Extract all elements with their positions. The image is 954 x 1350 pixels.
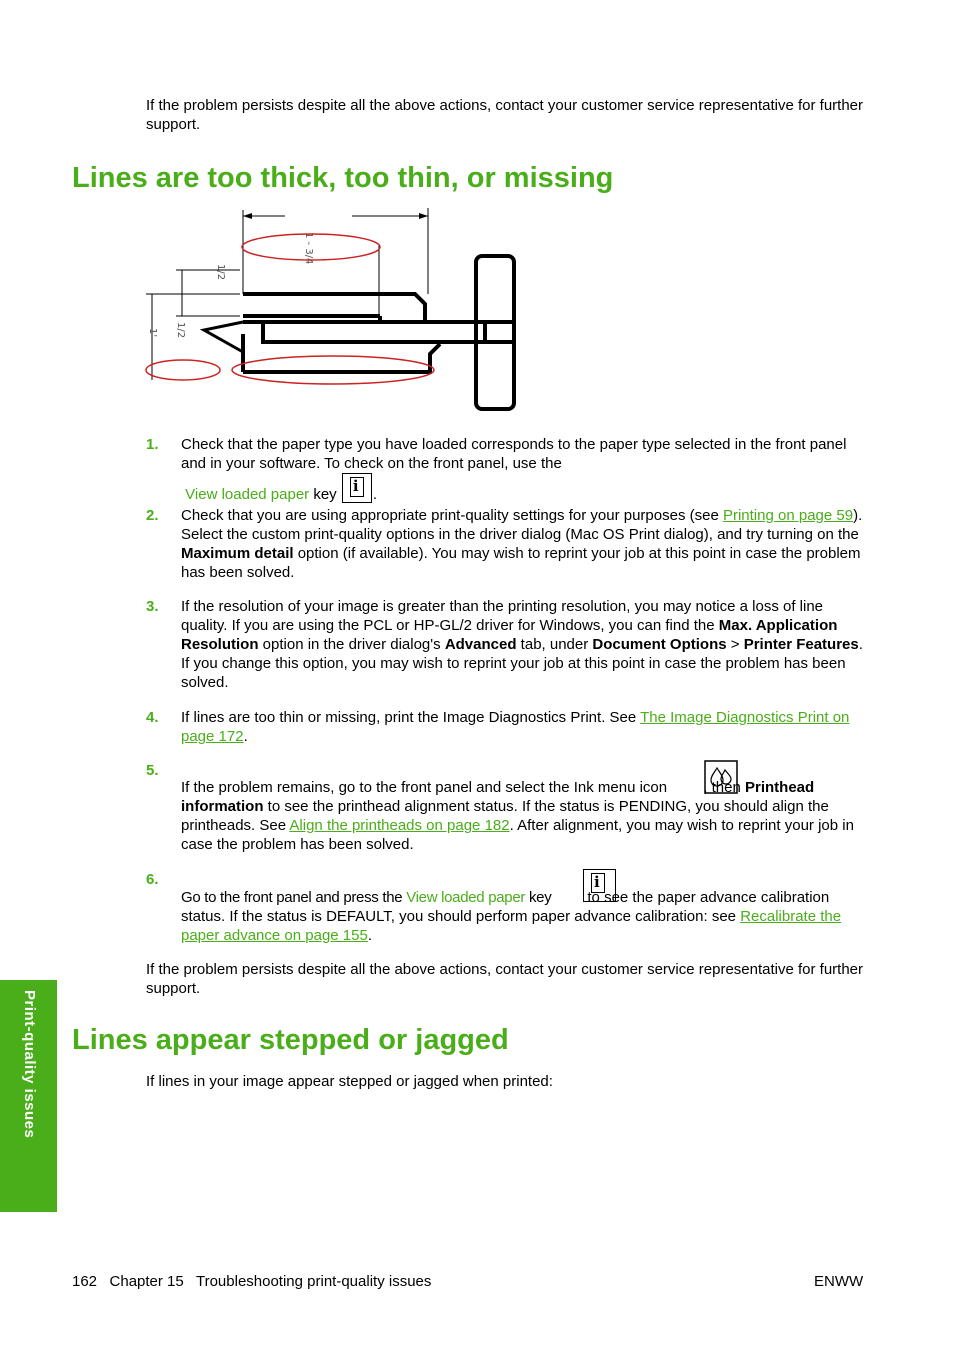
list-item (181, 888, 871, 945)
list-number: 2. (146, 507, 159, 524)
text: Check that you are using appropriate print-quality settings for your purposes (see (181, 507, 723, 524)
bold-text: Max. Application Resolution (181, 617, 838, 653)
text: option (if available). You may wish to reprint your job at this point in case the problem has been solved. (181, 545, 861, 581)
footer-enww: ENWW (814, 1273, 864, 1290)
text: key (309, 486, 341, 503)
text: If the resolution of your image is greater than the printing resolution, you may notice a loss of line quality. If you are using the PCL or HP-GL/2 driver for Windows, you can find the (181, 598, 824, 634)
text: Check that the paper type you have loaded corresponds to the paper type selected in the front panel and in your software. To check on the front panel, use the (181, 436, 847, 472)
printing-page-link[interactable]: Printing on page 59 (722, 507, 854, 524)
text: to see the paper advance calibration status. If the status is DEFAULT, you should perform paper advance calibration: see (181, 889, 830, 925)
text: > (726, 636, 744, 653)
list-item (181, 708, 871, 746)
bold-text: Advanced (444, 636, 517, 653)
lines-diagram-figure (140, 204, 530, 414)
outro-paragraph: If the problem persists despite all the above actions, contact your customer service representative for further support. (146, 961, 864, 997)
list-number: 4. (146, 709, 159, 726)
list-number: 3. (146, 598, 159, 615)
align-printheads-link[interactable]: Align the printheads on page 182 (289, 817, 510, 834)
text: . (243, 728, 248, 745)
image-diagnostics-link[interactable]: The Image Diagnostics Print on page 172 (181, 709, 850, 745)
list-number: 1. (146, 436, 159, 453)
section-title-lines-thickness: Lines are too thick, too thin, or missing (72, 162, 614, 194)
text: key (525, 889, 552, 906)
list-item (181, 435, 871, 504)
list-item (181, 778, 871, 854)
side-tab (0, 980, 57, 1212)
text: . (367, 927, 372, 944)
text: . After alignment, you may wish to reprint your job in case the problem has been solved. (181, 817, 854, 853)
list-number: 5. (146, 762, 159, 779)
circle-left-bottom (146, 360, 220, 380)
view-loaded-paper-link[interactable]: View loaded paper (406, 889, 526, 906)
list-number: 6. (146, 871, 159, 888)
view-loaded-paper-link[interactable]: View loaded paper (185, 486, 310, 503)
text: to see the printhead alignment status. If the status is PENDING, you should align the printheads. See (181, 798, 829, 834)
view-loaded-paper-key-icon (342, 473, 372, 503)
list-item (181, 597, 871, 692)
list-item (181, 506, 871, 582)
section2-intro: If lines in your image appear stepped or jagged when printed: (146, 1073, 553, 1090)
text: , then (703, 779, 745, 796)
label-half-top: 1/2 (215, 264, 226, 281)
footer-chapter: 162 Chapter 15 Troubleshooting print-quality issues (72, 1273, 432, 1290)
bold-text: Document Options (592, 636, 727, 653)
side-tab-label: Print-quality issues (21, 990, 38, 1139)
text: Go to the front panel and press the (181, 889, 407, 906)
text: . If you change this option, you may wish to reprint your job at this point in case the problem has been solved. (181, 636, 863, 691)
bold-text: Printer Features (743, 636, 859, 653)
text: If the problem remains, go to the front panel and select the Ink menu icon (181, 779, 672, 796)
text: ). Select the custom print-quality options in the driver dialog (Mac OS Print dialog), and try turning on the (181, 507, 863, 543)
label-three-quarter: 1 - 3/4 (303, 232, 314, 265)
text: If lines are too thin or missing, print the Image Diagnostics Print. See (181, 709, 641, 726)
section-title-stepped-lines: Lines appear stepped or jagged (72, 1024, 509, 1056)
bold-text: Maximum detail (181, 545, 294, 562)
text: option in the driver dialog's (258, 636, 445, 653)
bold-text: Printhead information (181, 779, 815, 815)
intro-paragraph: If the problem persists despite all the above actions, contact your customer service representative for further support. (146, 97, 864, 133)
text: . (372, 486, 378, 503)
recalibrate-paper-advance-link[interactable]: Recalibrate the paper advance on page 155 (181, 908, 842, 944)
text: tab, under (516, 636, 593, 653)
label-one-inch: 1' (147, 328, 158, 338)
label-half-low: 1/2 (175, 322, 186, 339)
